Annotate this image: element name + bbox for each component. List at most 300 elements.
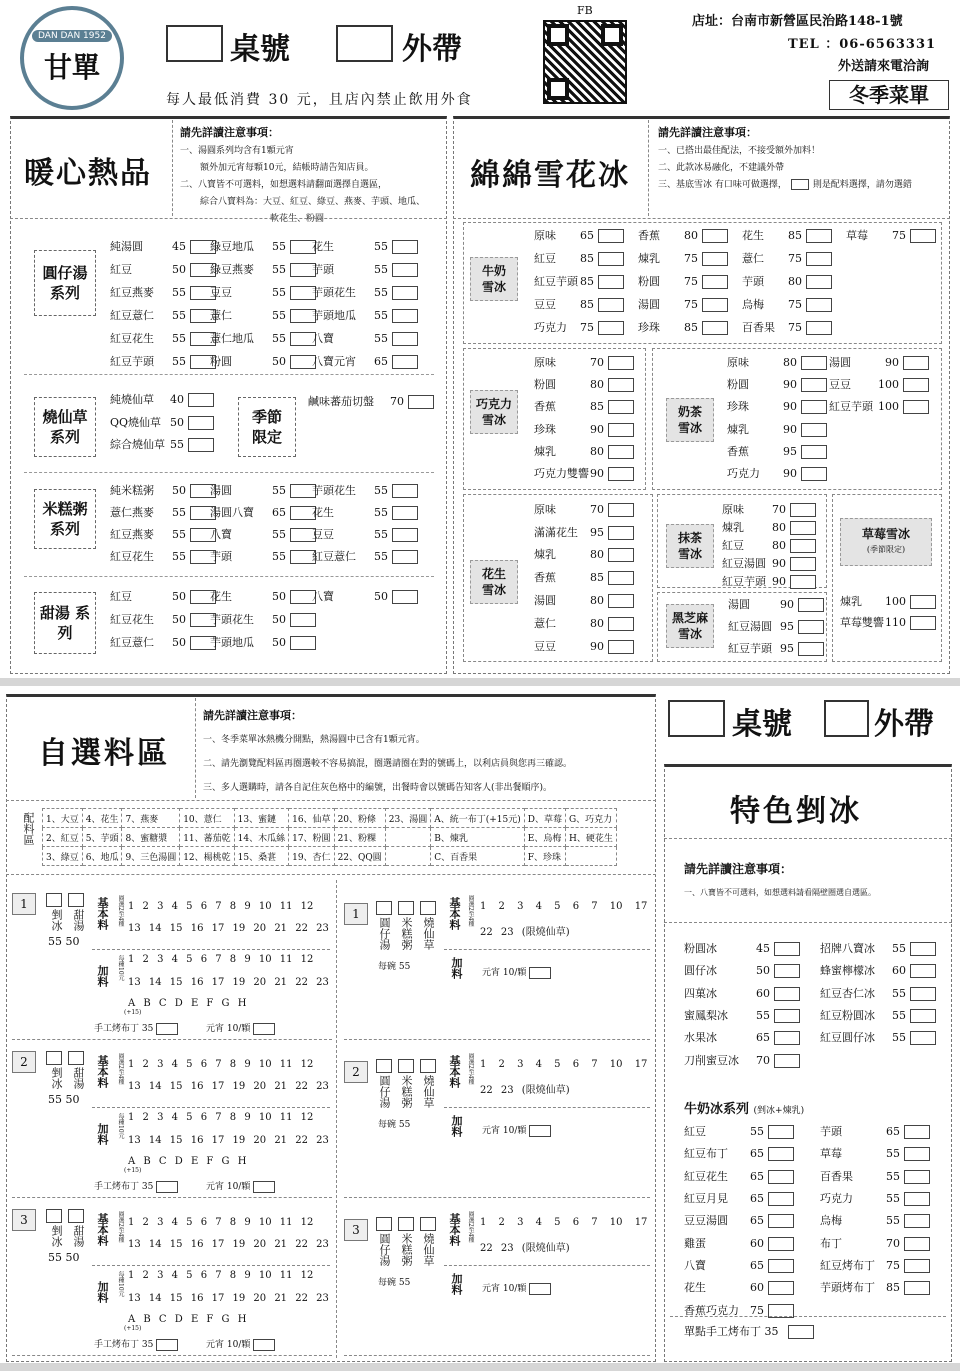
xiancao-check[interactable] bbox=[420, 901, 436, 915]
hot-base-row-2[interactable]: 22 23 (限燒仙草) bbox=[480, 1243, 570, 1254]
item-name: 刀削蜜豆冰 bbox=[684, 1054, 739, 1067]
base-row-2[interactable]: 13 14 15 16 17 19 20 21 22 23 bbox=[128, 1239, 329, 1250]
item-name: 芋頭 bbox=[312, 263, 334, 276]
menu-item bbox=[534, 229, 624, 243]
qty-box[interactable] bbox=[598, 298, 624, 312]
base-row-1[interactable]: 1 2 3 4 5 6 7 8 9 10 11 12 bbox=[128, 1059, 314, 1070]
ice-check-box[interactable] bbox=[46, 1051, 62, 1065]
qty-box[interactable] bbox=[702, 275, 728, 289]
item-price: 50 bbox=[272, 613, 286, 626]
item-price: 55 bbox=[374, 550, 388, 563]
item-name: 芋頭地瓜 bbox=[312, 309, 356, 322]
menu-item bbox=[312, 355, 418, 369]
menu-item bbox=[684, 942, 800, 956]
add-row-1[interactable]: 1 2 3 4 5 6 7 8 9 10 11 12 bbox=[128, 954, 314, 965]
qty-box[interactable] bbox=[392, 484, 418, 498]
item-name: 湯圓 bbox=[638, 298, 660, 311]
item-price: 80 bbox=[788, 275, 802, 288]
ice-label: 剉冰 bbox=[50, 1067, 63, 1089]
topping-table bbox=[42, 808, 617, 866]
menu-item bbox=[110, 240, 216, 254]
takeout-box[interactable] bbox=[336, 25, 393, 62]
qty-box[interactable] bbox=[608, 423, 634, 437]
menu-item bbox=[110, 636, 216, 650]
menu-item bbox=[110, 416, 214, 430]
qty-box[interactable] bbox=[798, 620, 824, 634]
menu-item bbox=[312, 263, 418, 277]
seasonal-tag: 季節 限定 bbox=[238, 397, 296, 457]
add-row-3-note: (+15) bbox=[124, 1325, 142, 1332]
add-row-3[interactable]: A B C D E F G H bbox=[128, 1156, 247, 1167]
qty-box[interactable] bbox=[801, 400, 827, 414]
qty-box[interactable] bbox=[801, 423, 827, 437]
hot-base-note: 圈選2至4種 bbox=[467, 895, 474, 927]
tag-tea-ice: 奶茶 雪冰 bbox=[666, 398, 714, 442]
qty-box[interactable] bbox=[790, 521, 816, 535]
menu-item bbox=[534, 571, 634, 585]
qty-box[interactable] bbox=[188, 393, 214, 407]
qty-box[interactable] bbox=[904, 1259, 930, 1273]
hot-base-label: 基本料 bbox=[448, 1055, 461, 1088]
item-price: 100 bbox=[878, 378, 899, 391]
qty-box[interactable] bbox=[290, 636, 316, 650]
menu-item bbox=[829, 356, 929, 370]
item-price: 55 bbox=[170, 438, 184, 451]
migao-check[interactable] bbox=[398, 1217, 414, 1231]
menu-item bbox=[820, 1237, 930, 1251]
order-number: 1 bbox=[12, 893, 36, 915]
qty-box[interactable] bbox=[608, 445, 634, 459]
menu-item bbox=[110, 484, 216, 498]
base-row-2[interactable]: 13 14 15 16 17 19 20 21 22 23 bbox=[128, 1081, 329, 1092]
qty-box[interactable] bbox=[910, 595, 936, 609]
qty-box[interactable] bbox=[392, 332, 418, 346]
xiancao-check[interactable] bbox=[420, 1059, 436, 1073]
item-name: 烏梅 bbox=[742, 298, 764, 311]
ice-check-box[interactable] bbox=[46, 1209, 62, 1223]
menu-item bbox=[846, 229, 936, 243]
item-price: 70 bbox=[590, 356, 604, 369]
item-name: 香蕉 bbox=[534, 400, 556, 413]
qty-box[interactable] bbox=[392, 590, 418, 604]
qty-box[interactable] bbox=[903, 378, 929, 392]
menu-item bbox=[722, 539, 816, 553]
qty-box[interactable] bbox=[774, 1054, 800, 1068]
menu-item bbox=[312, 286, 418, 300]
page-divider bbox=[0, 678, 960, 686]
qty-box[interactable] bbox=[903, 400, 929, 414]
qty-box[interactable] bbox=[608, 594, 634, 608]
hot-base-row-1[interactable]: 1 2 3 4 5 6 7 10 17 bbox=[480, 1217, 648, 1228]
item-price: 80 bbox=[590, 548, 604, 561]
menu-item bbox=[110, 613, 216, 627]
menu-item bbox=[210, 332, 316, 346]
item-price: 95 bbox=[780, 642, 794, 655]
menu-item bbox=[820, 1214, 930, 1228]
base-note: 圈選2至4種 bbox=[117, 895, 124, 927]
menu-item bbox=[684, 1147, 794, 1161]
table-no-box[interactable] bbox=[166, 25, 223, 62]
menu-item bbox=[684, 1281, 794, 1295]
qty-box[interactable] bbox=[768, 1281, 794, 1295]
qty-box[interactable] bbox=[904, 1170, 930, 1184]
migao-check[interactable] bbox=[398, 901, 414, 915]
base-row-2[interactable]: 13 14 15 16 17 19 20 21 22 23 bbox=[128, 923, 329, 934]
add-row-1[interactable]: 1 2 3 4 5 6 7 8 9 10 11 12 bbox=[128, 1112, 314, 1123]
hot-order-number: 2 bbox=[344, 1061, 368, 1083]
item-price: 75 bbox=[788, 298, 802, 311]
qty-box[interactable] bbox=[910, 1031, 936, 1045]
item-name: 紅豆薏仁 bbox=[110, 309, 154, 322]
item-price: 95 bbox=[780, 620, 794, 633]
item-name: 巧克力 bbox=[727, 467, 760, 480]
add-row-2[interactable]: 13 14 15 16 17 19 20 21 22 23 bbox=[128, 1293, 329, 1304]
item-price: 60 bbox=[892, 964, 906, 977]
ice-check-box[interactable] bbox=[46, 893, 62, 907]
migao-check[interactable] bbox=[398, 1059, 414, 1073]
custom-title: 自選料區 bbox=[38, 736, 170, 771]
qty-box[interactable] bbox=[774, 1031, 800, 1045]
item-name: 紅豆 bbox=[110, 263, 132, 276]
topping-cell: 11、蕃茄乾 bbox=[180, 828, 234, 847]
special-title: 特色剉冰 bbox=[730, 794, 862, 829]
item-name: 綜合燒仙草 bbox=[110, 438, 165, 451]
sweet-check-box[interactable] bbox=[68, 1209, 84, 1223]
qty-box[interactable] bbox=[608, 617, 634, 631]
item-price: 100 bbox=[885, 595, 906, 608]
qty-box[interactable] bbox=[608, 400, 634, 414]
add-row-2[interactable]: 13 14 15 16 17 19 20 21 22 23 bbox=[128, 977, 329, 988]
topping-cell: 17、粉圓 bbox=[289, 828, 334, 847]
tangyuan-label: 圓仔湯 bbox=[378, 917, 391, 950]
item-name: 芋頭 bbox=[820, 1125, 842, 1138]
qty-box[interactable] bbox=[790, 503, 816, 517]
qty-box[interactable] bbox=[806, 298, 832, 312]
order-number: 2 bbox=[12, 1051, 36, 1073]
qty-box[interactable] bbox=[801, 467, 827, 481]
hot-extra: 元宵 10/顆 bbox=[482, 1123, 551, 1137]
base-row-1[interactable]: 1 2 3 4 5 6 7 8 9 10 11 12 bbox=[128, 1217, 314, 1228]
qty-box[interactable] bbox=[188, 438, 214, 452]
qty-box[interactable] bbox=[392, 240, 418, 254]
topping-cell: 5、芋頭 bbox=[82, 828, 122, 847]
base-note: 圈選2至4種 bbox=[117, 1053, 124, 1085]
item-price: 50 bbox=[374, 590, 388, 603]
qty-box[interactable] bbox=[903, 356, 929, 370]
add-note: 每種10元 bbox=[117, 1271, 124, 1297]
qty-box[interactable] bbox=[768, 1125, 794, 1139]
hot-base-row-2[interactable]: 22 23 (限燒仙草) bbox=[480, 927, 570, 938]
menu-item bbox=[534, 298, 624, 312]
item-name: 芋頭地瓜 bbox=[210, 636, 254, 649]
qty-box[interactable] bbox=[790, 557, 816, 571]
item-name: 紅豆花生 bbox=[110, 550, 154, 563]
base-row-1[interactable]: 1 2 3 4 5 6 7 8 9 10 11 12 bbox=[128, 901, 314, 912]
item-price: 45 bbox=[756, 942, 770, 955]
item-price: 55 bbox=[272, 240, 286, 253]
qty-box[interactable] bbox=[290, 613, 316, 627]
xiancao-check[interactable] bbox=[420, 1217, 436, 1231]
single-pudding-box[interactable] bbox=[788, 1325, 814, 1339]
qty-box[interactable] bbox=[392, 506, 418, 520]
menu-item bbox=[742, 275, 832, 289]
add-row-2[interactable]: 13 14 15 16 17 19 20 21 22 23 bbox=[128, 1135, 329, 1146]
qty-box[interactable] bbox=[768, 1214, 794, 1228]
item-name: 粉圓 bbox=[727, 378, 749, 391]
item-name: 巧克力 bbox=[820, 1192, 853, 1205]
hot-base-row-1[interactable]: 1 2 3 4 5 6 7 10 17 bbox=[480, 901, 648, 912]
item-name: 原味 bbox=[534, 356, 556, 369]
item-price: 80 bbox=[590, 617, 604, 630]
qty-box[interactable] bbox=[904, 1147, 930, 1161]
item-name: 豆豆 bbox=[534, 298, 556, 311]
qty-box[interactable] bbox=[904, 1214, 930, 1228]
base-note: 圈選2至4種 bbox=[117, 1211, 124, 1243]
menu-item bbox=[727, 445, 827, 459]
menu-item bbox=[312, 550, 418, 564]
qty-box[interactable] bbox=[608, 467, 634, 481]
qty-box[interactable] bbox=[608, 503, 634, 517]
item-price: 55 bbox=[172, 309, 186, 322]
menu-item bbox=[534, 275, 624, 289]
item-price: 50 bbox=[172, 484, 186, 497]
qty-box[interactable] bbox=[392, 550, 418, 564]
menu-item bbox=[829, 400, 929, 414]
special-notice: 請先詳讀注意事項： 一、八寶皆不可選料，如想選料請看隔壁圈選自選區。 bbox=[684, 862, 876, 897]
qty-box[interactable] bbox=[790, 539, 816, 553]
menu-item bbox=[312, 506, 418, 520]
menu-item bbox=[534, 252, 624, 266]
topping-cell: 15、桑葚 bbox=[234, 847, 288, 866]
menu-item bbox=[722, 521, 816, 535]
qty-box[interactable] bbox=[910, 964, 936, 978]
menu-item bbox=[210, 286, 316, 300]
qty-box[interactable] bbox=[598, 275, 624, 289]
qty-box[interactable] bbox=[768, 1192, 794, 1206]
item-name: 水果冰 bbox=[684, 1031, 717, 1044]
item-price: 90 bbox=[783, 423, 797, 436]
item-price: 80 bbox=[772, 521, 786, 534]
item-price: 55 bbox=[886, 1214, 900, 1227]
item-price: 65 bbox=[750, 1192, 764, 1205]
menu-item bbox=[110, 590, 216, 604]
item-name: 紅豆 bbox=[110, 590, 132, 603]
qty-box[interactable] bbox=[774, 942, 800, 956]
item-price: 90 bbox=[590, 640, 604, 653]
item-price: 50 bbox=[172, 263, 186, 276]
qty-box[interactable] bbox=[392, 263, 418, 277]
topping-cell: 9、三色湯圓 bbox=[122, 847, 180, 866]
qty-box[interactable] bbox=[702, 321, 728, 335]
item-price: 55 bbox=[374, 309, 388, 322]
item-price: 90 bbox=[772, 557, 786, 570]
qty-box[interactable] bbox=[598, 229, 624, 243]
item-name: 紅豆烤布丁 bbox=[820, 1259, 875, 1272]
qty-box[interactable] bbox=[392, 355, 418, 369]
item-price: 60 bbox=[756, 987, 770, 1000]
tangyuan-check[interactable] bbox=[376, 901, 392, 915]
item-price: 75 bbox=[684, 298, 698, 311]
item-name: 紅豆芋頭 bbox=[534, 275, 578, 288]
qty-box[interactable] bbox=[598, 252, 624, 266]
hot-price: 每碗 55 bbox=[378, 1120, 411, 1130]
qty-box[interactable] bbox=[910, 942, 936, 956]
qty-box[interactable] bbox=[392, 528, 418, 542]
menu-item bbox=[312, 590, 418, 604]
item-price: 90 bbox=[885, 356, 899, 369]
add-row-3[interactable]: A B C D E F G H bbox=[128, 1314, 247, 1325]
qty-box[interactable] bbox=[798, 642, 824, 656]
item-name: 粉圓冰 bbox=[684, 942, 717, 955]
qty-box[interactable] bbox=[790, 575, 816, 589]
tangyuan-label: 圓仔湯 bbox=[378, 1075, 391, 1108]
topping-cell: 3、綠豆 bbox=[43, 847, 83, 866]
qty-box[interactable] bbox=[768, 1237, 794, 1251]
add-row-1[interactable]: 1 2 3 4 5 6 7 8 9 10 11 12 bbox=[128, 1270, 314, 1281]
menu-item bbox=[210, 355, 316, 369]
sweet-check-box[interactable] bbox=[68, 1051, 84, 1065]
qty-box[interactable] bbox=[910, 1009, 936, 1023]
add-label: 加料 bbox=[96, 965, 109, 987]
qty-box[interactable] bbox=[904, 1237, 930, 1251]
logo bbox=[20, 6, 124, 110]
menu-item bbox=[684, 1214, 794, 1228]
qty-box[interactable] bbox=[910, 987, 936, 1001]
topping-cell bbox=[565, 847, 616, 866]
qty-box[interactable] bbox=[392, 286, 418, 300]
topping-cell: 2、紅豆 bbox=[43, 828, 83, 847]
qty-box[interactable] bbox=[408, 395, 434, 409]
order-number: 3 bbox=[12, 1209, 36, 1231]
tag-matcha-ice: 抹茶 雪冰 bbox=[666, 524, 714, 568]
item-price: 90 bbox=[783, 467, 797, 480]
menu-item bbox=[742, 298, 832, 312]
qty-box[interactable] bbox=[608, 548, 634, 562]
qty-box[interactable] bbox=[910, 229, 936, 243]
qty-box[interactable] bbox=[608, 571, 634, 585]
qty-box[interactable] bbox=[702, 229, 728, 243]
qty-box[interactable] bbox=[904, 1125, 930, 1139]
item-price: 65 bbox=[580, 229, 594, 242]
item-name: 珍珠 bbox=[534, 423, 556, 436]
takeout-box-2[interactable] bbox=[824, 700, 869, 737]
hot-price: 每碗 55 bbox=[378, 962, 411, 972]
item-price: 50 bbox=[272, 590, 286, 603]
menu-item bbox=[210, 506, 316, 520]
item-price: 55 bbox=[272, 528, 286, 541]
ice-price: 55 50 bbox=[48, 935, 80, 948]
tangyuan-check[interactable] bbox=[376, 1217, 392, 1231]
qty-box[interactable] bbox=[774, 987, 800, 1001]
menu-item bbox=[308, 395, 434, 409]
qty-box[interactable] bbox=[598, 321, 624, 335]
item-name: 芋頭 bbox=[210, 550, 232, 563]
qty-box[interactable] bbox=[608, 526, 634, 540]
menu-item bbox=[820, 1009, 936, 1023]
qty-box[interactable] bbox=[608, 356, 634, 370]
item-name: 湯圓 bbox=[210, 484, 232, 497]
item-price: 55 bbox=[374, 286, 388, 299]
topping-cell: 6、地瓜 bbox=[82, 847, 122, 866]
delivery-note: 外送請來電洽詢 bbox=[838, 59, 930, 74]
add-row-3[interactable]: A B C D E F G H bbox=[128, 998, 247, 1009]
menu-item bbox=[820, 942, 936, 956]
qty-box[interactable] bbox=[188, 416, 214, 430]
topping-cell: G、巧克力 bbox=[565, 809, 616, 828]
qty-box[interactable] bbox=[392, 309, 418, 323]
qty-box[interactable] bbox=[774, 964, 800, 978]
sweet-check-box[interactable] bbox=[68, 893, 84, 907]
hot-add-label: 加料 bbox=[450, 1273, 463, 1295]
menu-item bbox=[820, 1192, 930, 1206]
qty-box[interactable] bbox=[904, 1281, 930, 1295]
menu-item bbox=[210, 240, 316, 254]
item-name: 八寶 bbox=[210, 528, 232, 541]
table-no-box-2[interactable] bbox=[668, 700, 725, 737]
item-price: 55 bbox=[886, 1147, 900, 1160]
qty-box[interactable] bbox=[806, 252, 832, 266]
qty-box[interactable] bbox=[702, 298, 728, 312]
item-name: 巧克力雙響 bbox=[534, 467, 589, 480]
item-name: 豆豆 bbox=[312, 528, 334, 541]
item-name: 紅豆圓仔冰 bbox=[820, 1031, 875, 1044]
qty-box[interactable] bbox=[774, 1009, 800, 1023]
item-price: 85 bbox=[788, 229, 802, 242]
qty-box[interactable] bbox=[801, 445, 827, 459]
menu-item bbox=[534, 467, 634, 481]
single-pudding: 單點手工烤布丁 35 bbox=[684, 1325, 814, 1339]
hot-base-row-2[interactable]: 22 23 (限燒仙草) bbox=[480, 1085, 570, 1096]
qty-box[interactable] bbox=[608, 378, 634, 392]
item-price: 80 bbox=[590, 378, 604, 391]
menu-item bbox=[727, 423, 827, 437]
item-price: 55 bbox=[374, 528, 388, 541]
qty-box[interactable] bbox=[801, 356, 827, 370]
item-price: 95 bbox=[783, 445, 797, 458]
tangyuan-label: 圓仔湯 bbox=[378, 1233, 391, 1266]
qty-box[interactable] bbox=[768, 1147, 794, 1161]
menu-item bbox=[684, 1192, 794, 1206]
item-price: 85 bbox=[580, 252, 594, 265]
qty-box[interactable] bbox=[806, 275, 832, 289]
qty-box[interactable] bbox=[910, 616, 936, 630]
menu-item bbox=[110, 286, 216, 300]
qty-box[interactable] bbox=[798, 598, 824, 612]
hot-base-row-1[interactable]: 1 2 3 4 5 6 7 10 17 bbox=[480, 1059, 648, 1070]
qty-box[interactable] bbox=[806, 229, 832, 243]
tangyuan-check[interactable] bbox=[376, 1059, 392, 1073]
qty-box[interactable] bbox=[768, 1170, 794, 1184]
extra-yuanxiao: 元宵 10/顆 bbox=[206, 1021, 275, 1035]
qty-box[interactable] bbox=[806, 321, 832, 335]
item-price: 70 bbox=[772, 503, 786, 516]
item-name: 花生 bbox=[210, 590, 232, 603]
item-price: 95 bbox=[590, 526, 604, 539]
sweet-label: 甜湯 bbox=[72, 1067, 85, 1089]
menu-item bbox=[820, 1281, 930, 1295]
qty-box[interactable] bbox=[768, 1259, 794, 1273]
tag-choco-ice: 巧克力 雪冰 bbox=[470, 390, 518, 434]
qty-box[interactable] bbox=[904, 1192, 930, 1206]
qty-box[interactable] bbox=[608, 640, 634, 654]
qty-box[interactable] bbox=[702, 252, 728, 266]
extra-yuanxiao: 元宵 10/顆 bbox=[206, 1179, 275, 1193]
menu-item bbox=[534, 356, 634, 370]
item-name: 草莓雙響 bbox=[840, 616, 884, 629]
topping-cell: 8、蜜糖漿 bbox=[122, 828, 180, 847]
menu-item bbox=[534, 503, 634, 517]
qty-box[interactable] bbox=[801, 378, 827, 392]
